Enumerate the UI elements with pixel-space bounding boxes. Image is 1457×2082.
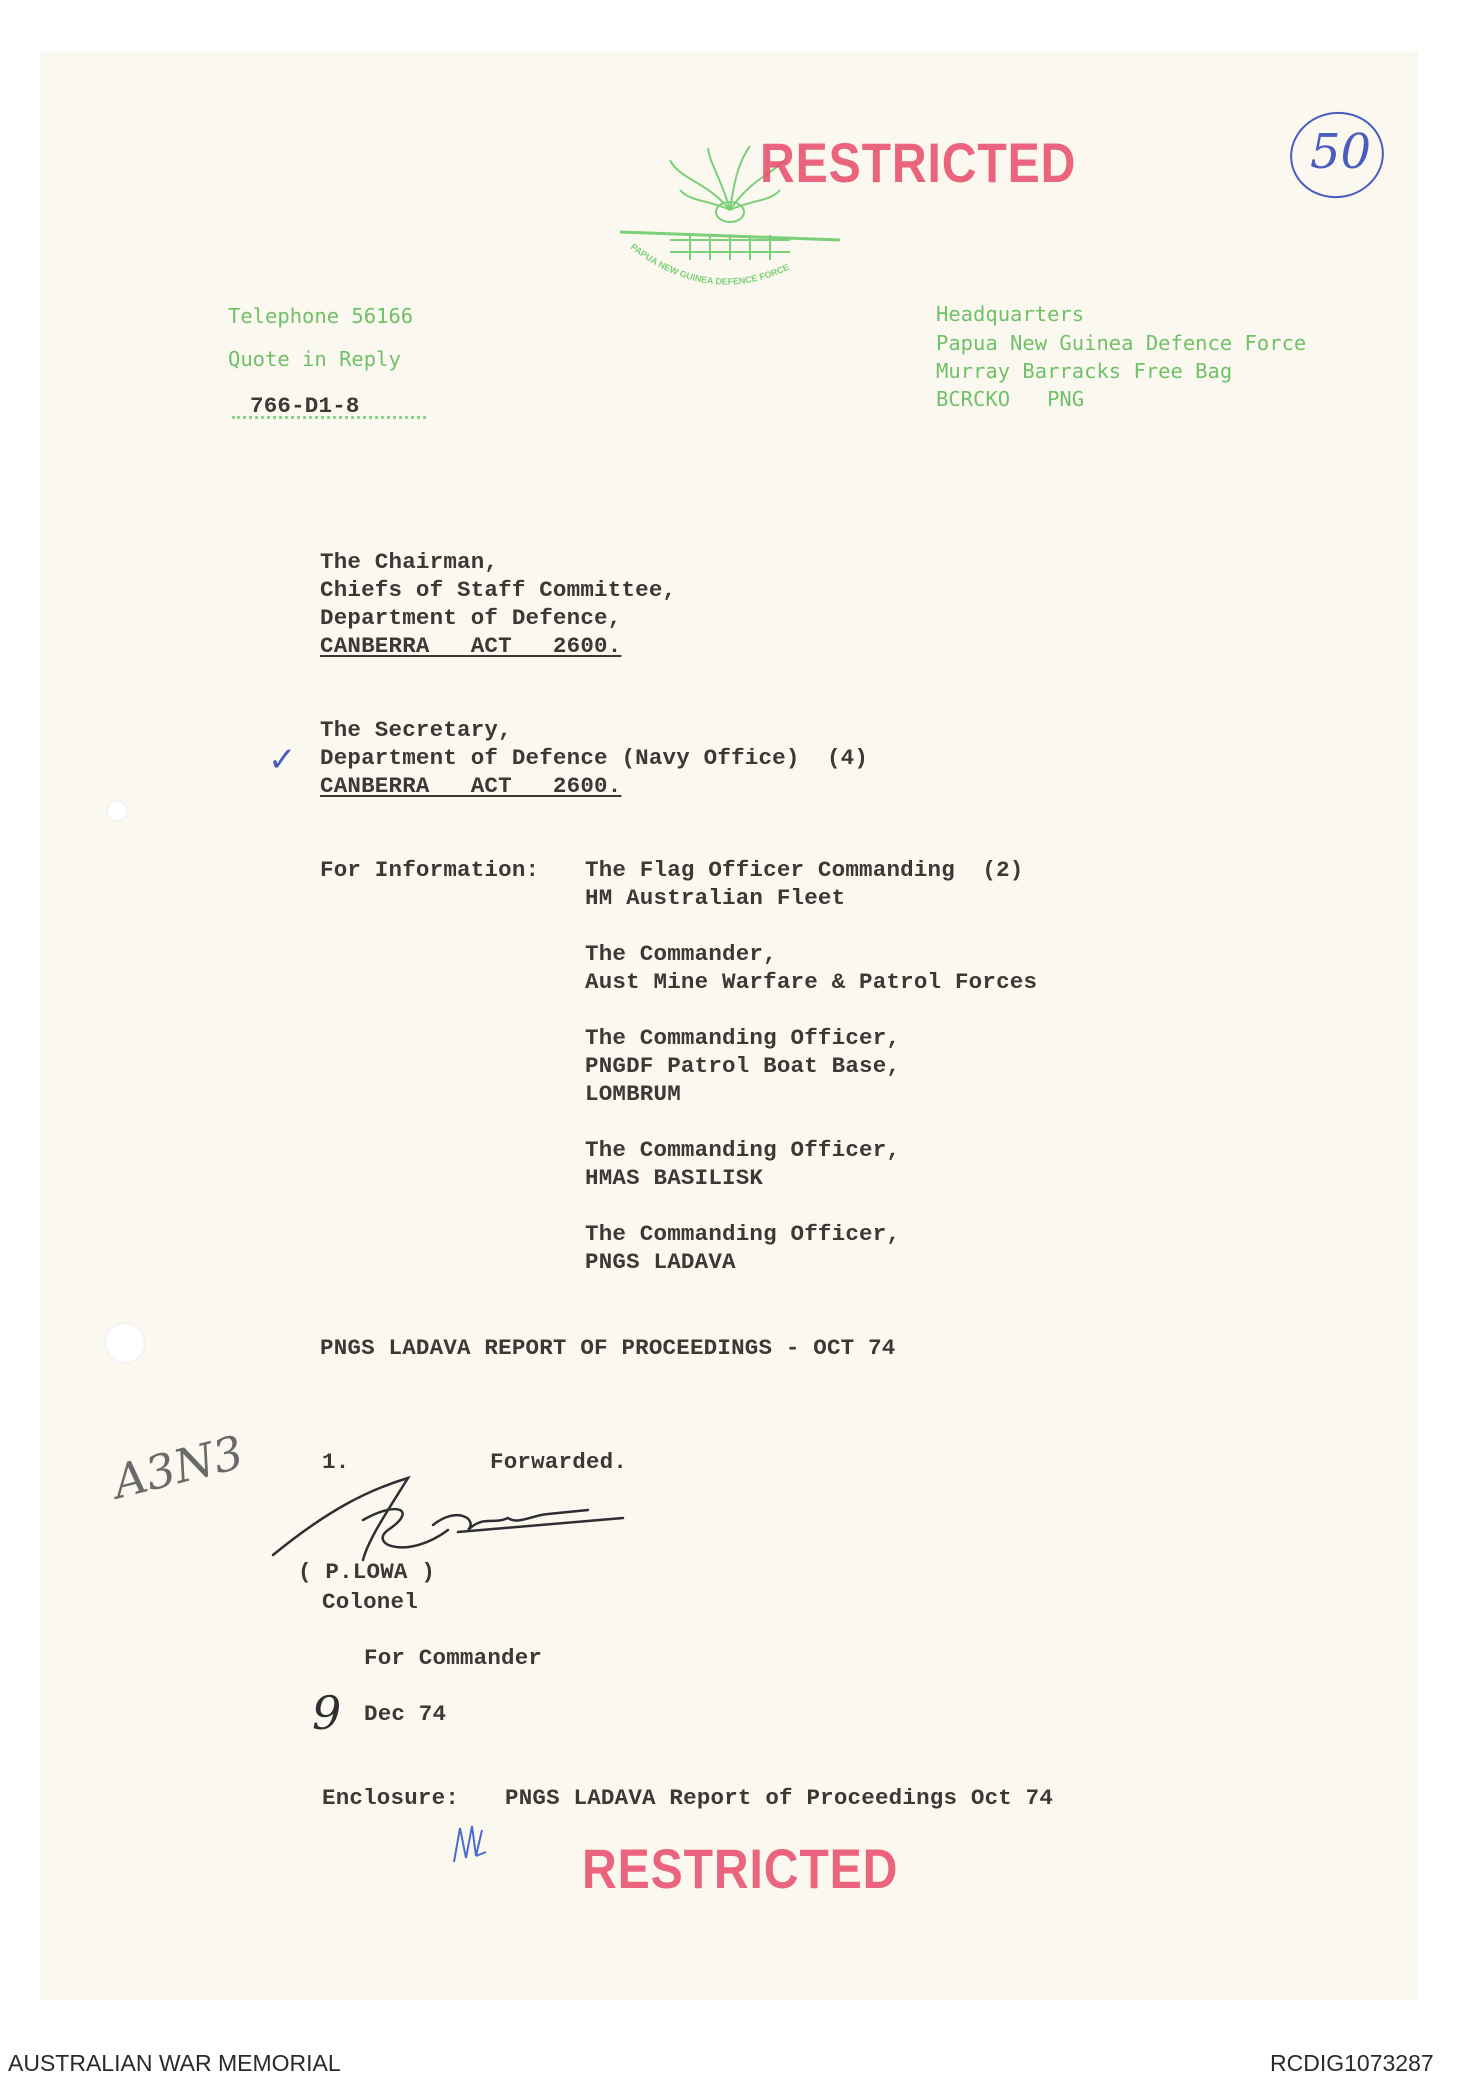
addressee-1-line-1: The Chairman, xyxy=(320,549,499,575)
enclosure-text: PNGS LADAVA Report of Proceedings Oct 74 xyxy=(505,1785,1054,1811)
paragraph-number: 1. xyxy=(322,1449,350,1475)
addressee-1-city: CANBERRA ACT 2600. xyxy=(320,633,622,659)
punch-hole-bottom xyxy=(104,1322,146,1364)
addressee-2-line-1: The Secretary, xyxy=(320,717,512,743)
info-entry-3-line-2: PNGDF Patrol Boat Base, xyxy=(585,1053,901,1079)
hq-address-line-2: Papua New Guinea Defence Force xyxy=(936,331,1307,355)
signatory-rank: Colonel xyxy=(322,1589,418,1615)
signatory-name: ( P.LOWA ) xyxy=(298,1559,436,1585)
margin-handwritten-note: A3N3 xyxy=(107,1424,249,1510)
letter-date: Dec 74 xyxy=(364,1701,447,1727)
for-information-label: For Information: xyxy=(320,857,540,883)
restricted-stamp-bottom: RESTRICTED xyxy=(582,1837,899,1900)
info-entry-5-line-2: PNGS LADAVA xyxy=(585,1249,736,1275)
info-entry-1-line-2: HM Australian Fleet xyxy=(585,885,846,911)
addressee-1-line-2: Chiefs of Staff Committee, xyxy=(320,577,677,603)
pen-initials xyxy=(450,1822,490,1868)
info-entry-4-line-2: HMAS BASILISK xyxy=(585,1165,764,1191)
footer-record-id: RCDIG1073287 xyxy=(1270,2050,1434,2076)
for-commander: For Commander xyxy=(364,1645,543,1671)
footer-institution: AUSTRALIAN WAR MEMORIAL xyxy=(8,2050,341,2076)
folio-text: 50 xyxy=(1310,124,1372,180)
reference-number: 766-D1-8 xyxy=(250,393,360,419)
hq-address-line-3: Murray Barracks Free Bag xyxy=(936,359,1233,383)
enclosure-label: Enclosure: xyxy=(322,1785,460,1811)
info-entry-5-line-1: The Commanding Officer, xyxy=(585,1221,901,1247)
addressee-1-line-3: Department of Defence, xyxy=(320,605,622,631)
restricted-stamp-top: RESTRICTED xyxy=(760,131,1077,194)
info-entry-3-line-1: The Commanding Officer, xyxy=(585,1025,901,1051)
subject-line: PNGS LADAVA REPORT OF PROCEEDINGS - OCT 74 xyxy=(320,1335,896,1361)
addressee-2-line-2: Department of Defence (Navy Office) (4) xyxy=(320,745,869,771)
pen-tick-mark: ✓ xyxy=(268,740,297,780)
punch-hole-top xyxy=(106,800,128,822)
info-entry-1-line-1: The Flag Officer Commanding (2) xyxy=(585,857,1024,883)
info-entry-2-line-2: Aust Mine Warfare & Patrol Forces xyxy=(585,969,1038,995)
quote-in-reply-label: Quote in Reply xyxy=(228,347,401,371)
info-entry-2-line-1: The Commander, xyxy=(585,941,777,967)
info-entry-4-line-1: The Commanding Officer, xyxy=(585,1137,901,1163)
hq-address-line-4: BCRCKO PNG xyxy=(936,387,1085,411)
handwritten-day: 9 xyxy=(312,1686,342,1740)
telephone-label: Telephone 56166 xyxy=(228,304,414,328)
emblem-ring-text: PAPUA NEW GUINEA DEFENCE FORCE xyxy=(628,241,791,287)
info-entry-3-line-3: LOMBRUM xyxy=(585,1081,681,1107)
hq-address-line-1: Headquarters xyxy=(936,302,1085,326)
paragraph-text: Forwarded. xyxy=(490,1449,628,1475)
addressee-2-city: CANBERRA ACT 2600. xyxy=(320,773,622,799)
